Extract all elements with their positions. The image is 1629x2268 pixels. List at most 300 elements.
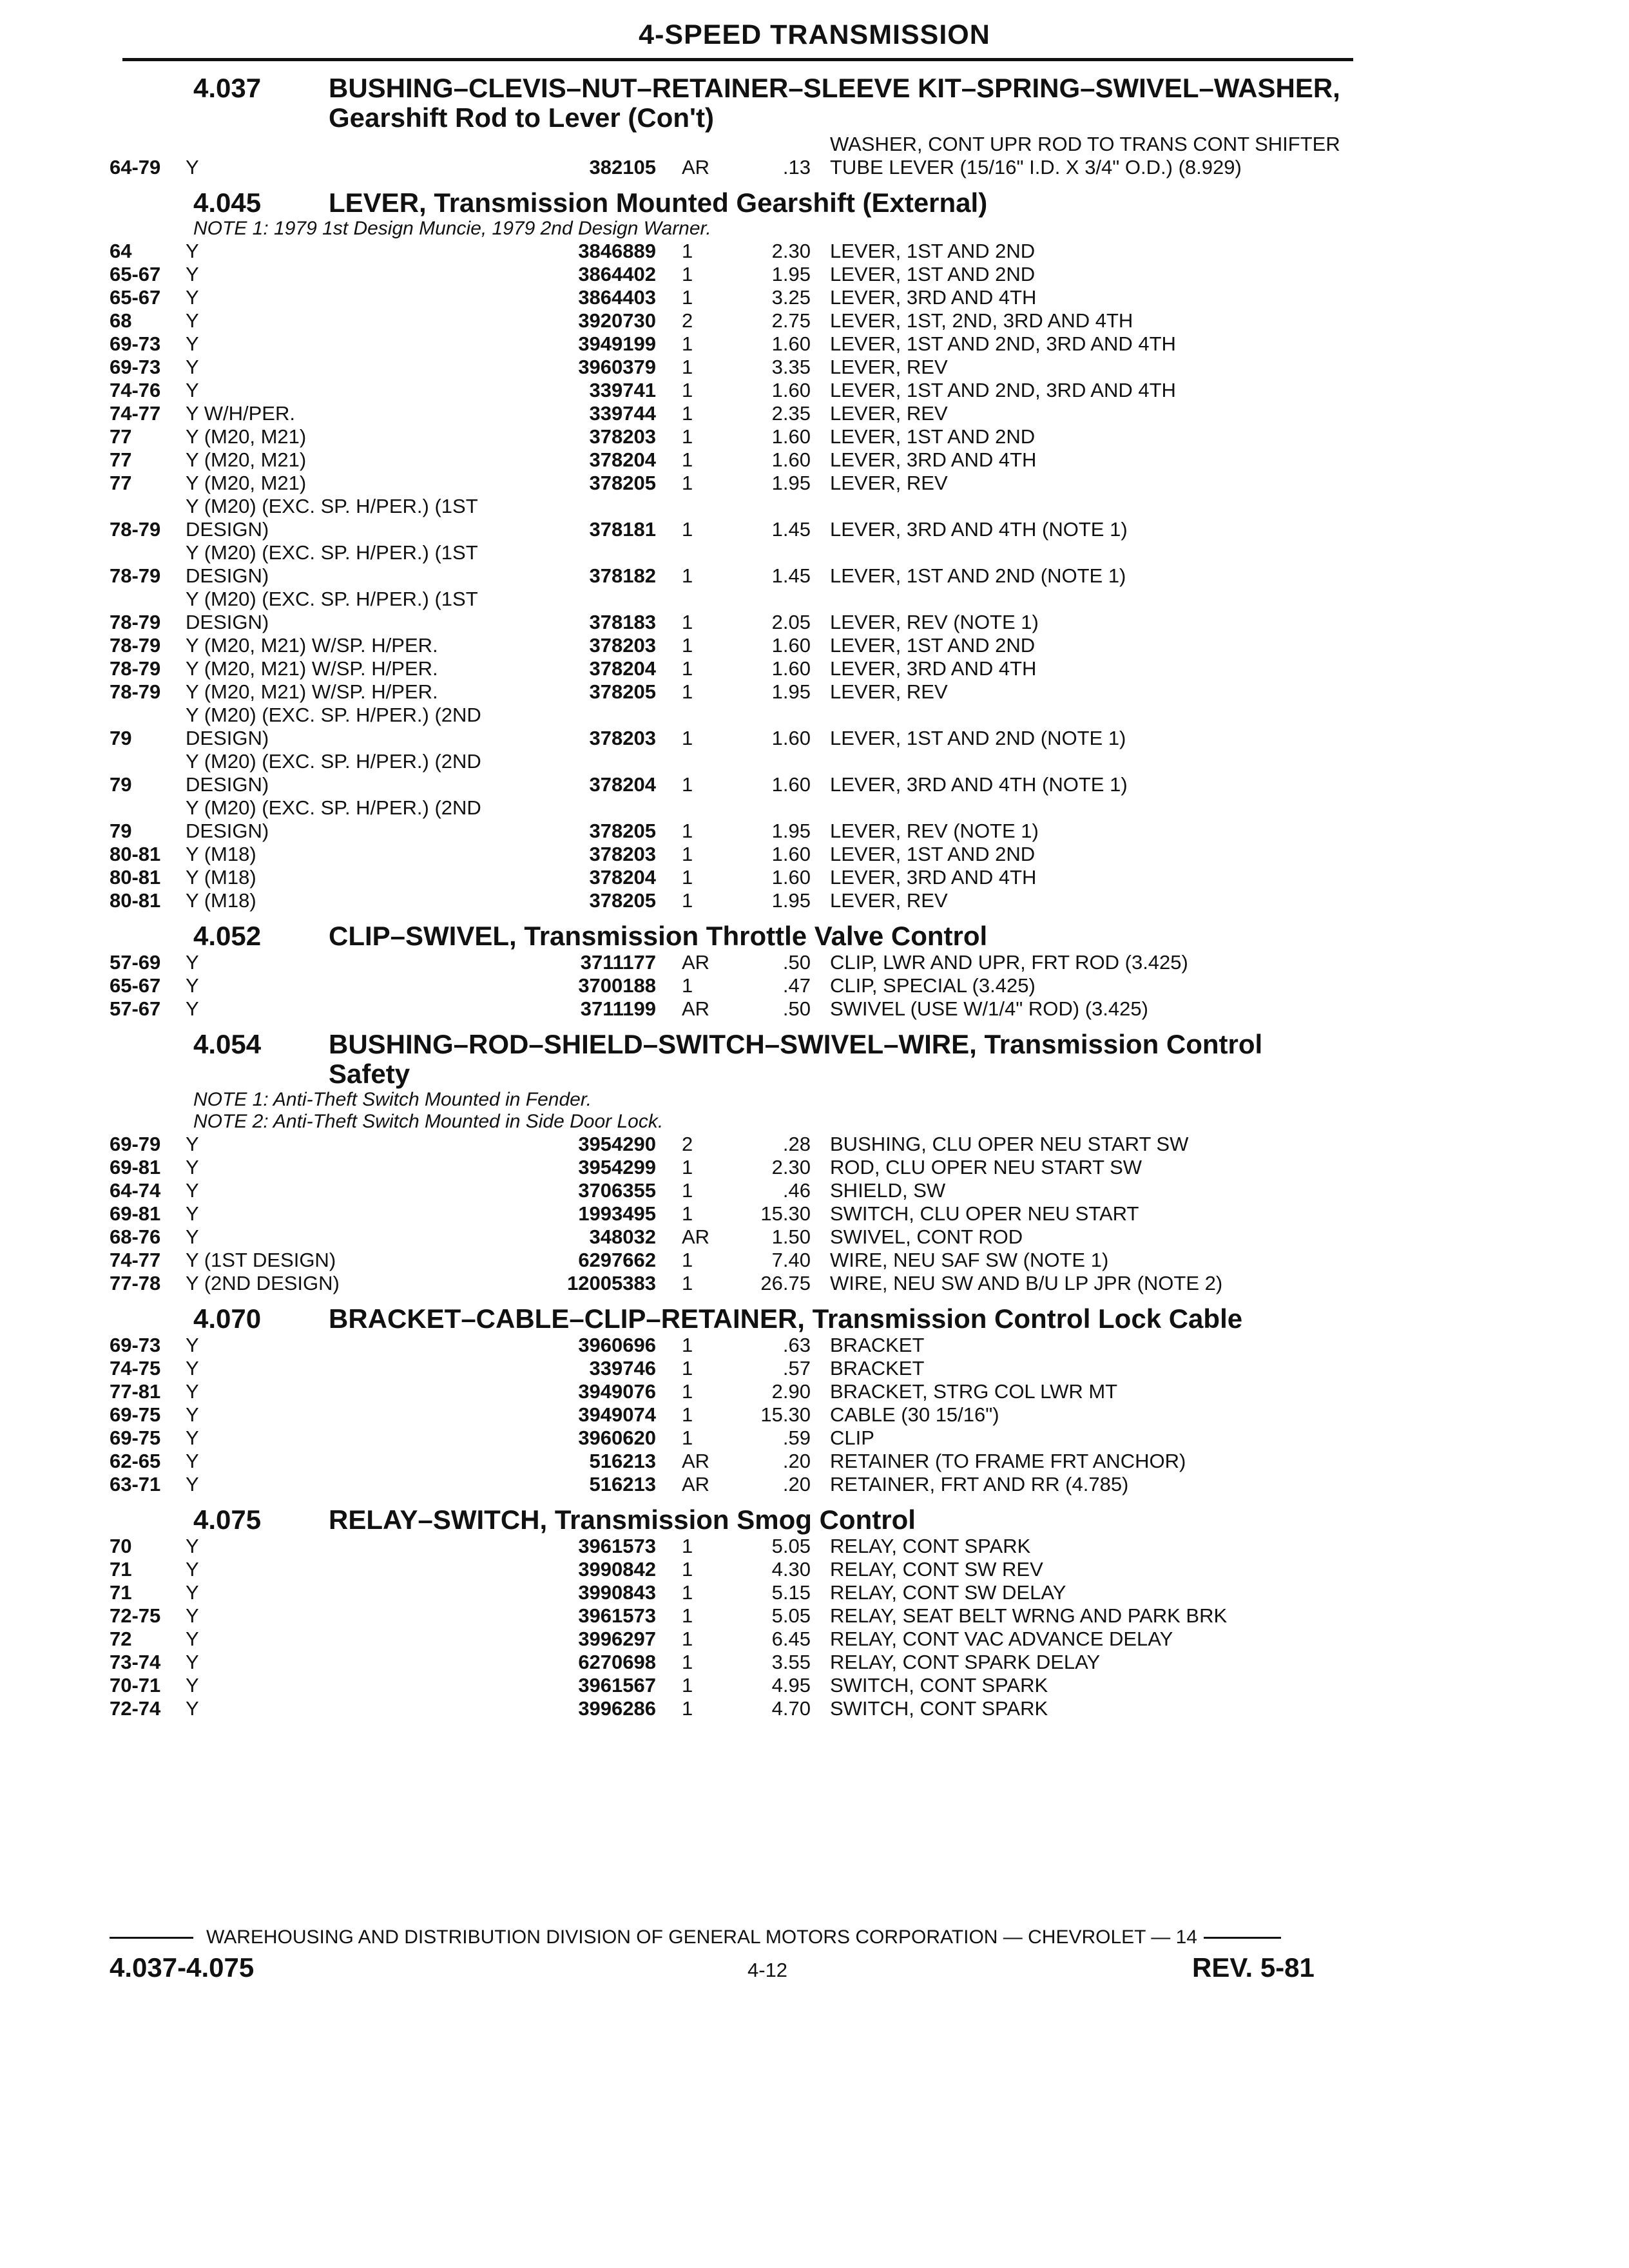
part-row xyxy=(110,1604,1347,1628)
part-row xyxy=(110,332,1347,356)
price: .57 xyxy=(782,1357,811,1379)
part-number: 378203 xyxy=(589,727,656,749)
part-number: 3949199 xyxy=(578,332,656,355)
application: Y xyxy=(186,974,199,997)
part-number: 378205 xyxy=(589,820,656,842)
footer-rule-left xyxy=(110,1937,193,1939)
price: 1.60 xyxy=(771,332,811,355)
model-years: 69-73 xyxy=(110,332,161,355)
part-row xyxy=(110,402,1347,425)
price: 2.35 xyxy=(771,402,811,425)
application: Y xyxy=(186,1179,199,1202)
price: 1.60 xyxy=(771,866,811,889)
part-row xyxy=(110,309,1347,332)
section-heading xyxy=(110,1030,1347,1089)
application: Y (M20) (EXC. SP. H/PER.) (2ND DESIGN) xyxy=(186,796,481,842)
page-header: 4-SPEED TRANSMISSION xyxy=(639,19,990,50)
price: 1.60 xyxy=(771,727,811,749)
quantity: AR xyxy=(682,951,710,974)
model-years: 74-76 xyxy=(110,379,161,401)
description: SHIELD, SW xyxy=(830,1179,946,1202)
application: Y xyxy=(186,309,199,332)
footer-division-line xyxy=(110,1927,1334,1948)
application: Y (M20) (EXC. SP. H/PER.) (1ST DESIGN) xyxy=(186,541,478,587)
part-number: 339741 xyxy=(589,379,656,401)
part-number: 3949076 xyxy=(578,1380,656,1403)
description: ROD, CLU OPER NEU START SW xyxy=(830,1156,1142,1178)
footer-revision: REV. 5-81 xyxy=(1192,1952,1315,1983)
description: LEVER, 3RD AND 4TH xyxy=(830,657,1037,680)
part-row xyxy=(110,356,1347,379)
application: Y xyxy=(186,1604,199,1627)
model-years: 71 xyxy=(110,1558,132,1581)
part-row xyxy=(110,1628,1347,1651)
price: .20 xyxy=(782,1450,811,1472)
section-note: NOTE 1: 1979 1st Design Muncie, 1979 2nd Design Warner. xyxy=(193,218,711,239)
part-row xyxy=(110,425,1347,448)
section-title: LEVER, Transmission Mounted Gearshift (External) xyxy=(329,187,988,218)
model-years: 65-67 xyxy=(110,974,161,997)
price: 2.05 xyxy=(771,611,811,633)
part-row xyxy=(110,1581,1347,1604)
part-row xyxy=(110,286,1347,309)
price: 2.75 xyxy=(771,309,811,332)
application: Y xyxy=(186,1697,199,1720)
description: SWIVEL (USE W/1/4" ROD) (3.425) xyxy=(830,997,1148,1020)
model-years: 69-81 xyxy=(110,1156,161,1178)
quantity: 1 xyxy=(682,1535,693,1557)
model-years: 74-77 xyxy=(110,402,161,425)
quantity: 1 xyxy=(682,356,693,378)
section-title: RELAY–SWITCH, Transmission Smog Control xyxy=(329,1504,916,1535)
description: LEVER, REV xyxy=(830,680,948,703)
section-title: CLIP–SWIVEL, Transmission Throttle Valve Control xyxy=(329,921,988,951)
description: WASHER, CONT UPR ROD TO TRANS CONT SHIFTER TUBE LEVER (15/16" I.D. X 3/4" O.D.) (8.929) xyxy=(830,133,1340,178)
section-number: 4.045 xyxy=(193,187,262,218)
price: 1.50 xyxy=(771,1225,811,1248)
price: .20 xyxy=(782,1473,811,1495)
application: Y xyxy=(186,1581,199,1604)
model-years: 80-81 xyxy=(110,866,161,889)
part-number: 6270698 xyxy=(578,1651,656,1673)
application: Y (M20) (EXC. SP. H/PER.) (1ST DESIGN) xyxy=(186,495,478,541)
price: 1.60 xyxy=(771,843,811,865)
application: Y xyxy=(186,1133,199,1155)
part-row xyxy=(110,680,1347,704)
description: LEVER, 1ST, 2ND, 3RD AND 4TH xyxy=(830,309,1133,332)
section-note: NOTE 2: Anti-Theft Switch Mounted in Side Door Lock. xyxy=(193,1111,664,1132)
price: 2.30 xyxy=(771,240,811,262)
price: 2.90 xyxy=(771,1380,811,1403)
footer-page-number: 4-12 xyxy=(747,1959,788,1981)
quantity: AR xyxy=(682,997,710,1020)
section-note: NOTE 1: Anti-Theft Switch Mounted in Fender. xyxy=(193,1089,592,1110)
quantity: 2 xyxy=(682,309,693,332)
price: .47 xyxy=(782,974,811,997)
model-years: 72 xyxy=(110,1628,132,1650)
model-years: 65-67 xyxy=(110,286,161,309)
part-row xyxy=(110,379,1347,402)
application: Y xyxy=(186,1558,199,1581)
application: Y (M20) (EXC. SP. H/PER.) (1ST DESIGN) xyxy=(186,588,478,633)
application: Y xyxy=(186,1156,199,1178)
quantity: 1 xyxy=(682,1272,693,1294)
quantity: 1 xyxy=(682,1628,693,1650)
part-number: 348032 xyxy=(589,1225,656,1248)
parts-listing xyxy=(110,64,1347,1720)
part-number: 339746 xyxy=(589,1357,656,1379)
price: 6.45 xyxy=(771,1628,811,1650)
price: 2.30 xyxy=(771,1156,811,1178)
price: 1.95 xyxy=(771,472,811,494)
description: RELAY, CONT SW REV xyxy=(830,1558,1043,1581)
application: Y xyxy=(186,1473,199,1495)
quantity: 1 xyxy=(682,1156,693,1178)
quantity: 1 xyxy=(682,1380,693,1403)
part-row xyxy=(110,997,1347,1021)
application: Y (M20, M21) W/SP. H/PER. xyxy=(186,680,438,703)
section-number: 4.070 xyxy=(193,1303,262,1334)
footer-section-range: 4.037-4.075 xyxy=(110,1952,255,1983)
part-row xyxy=(110,1202,1347,1225)
quantity: 1 xyxy=(682,518,693,541)
description: LEVER, 1ST AND 2ND (NOTE 1) xyxy=(830,564,1126,587)
part-number: 3996297 xyxy=(578,1628,656,1650)
price: 1.95 xyxy=(771,820,811,842)
application: Y xyxy=(186,286,199,309)
application: Y (M20, M21) xyxy=(186,472,307,494)
model-years: 74-75 xyxy=(110,1357,161,1379)
quantity: 1 xyxy=(682,680,693,703)
application: Y xyxy=(186,1427,199,1449)
part-row xyxy=(110,1427,1347,1450)
quantity: 1 xyxy=(682,1202,693,1225)
model-years: 63-71 xyxy=(110,1473,161,1495)
description: SWIVEL, CONT ROD xyxy=(830,1225,1023,1248)
model-years: 72-74 xyxy=(110,1697,161,1720)
quantity: 1 xyxy=(682,1179,693,1202)
model-years: 64-74 xyxy=(110,1179,161,1202)
part-row xyxy=(110,1133,1347,1156)
quantity: 1 xyxy=(682,286,693,309)
quantity: 1 xyxy=(682,1357,693,1379)
description: LEVER, REV xyxy=(830,472,948,494)
quantity: 1 xyxy=(682,1403,693,1426)
quantity: 1 xyxy=(682,425,693,448)
quantity: 2 xyxy=(682,1133,693,1155)
price: 3.55 xyxy=(771,1651,811,1673)
description: LEVER, 3RD AND 4TH xyxy=(830,448,1037,471)
part-row xyxy=(110,657,1347,680)
price: .46 xyxy=(782,1179,811,1202)
part-number: 3960379 xyxy=(578,356,656,378)
part-row xyxy=(110,1697,1347,1720)
application: Y W/H/PER. xyxy=(186,402,295,425)
model-years: 78-79 xyxy=(110,634,161,657)
part-number: 6297662 xyxy=(578,1249,656,1271)
description: LEVER, 1ST AND 2ND, 3RD AND 4TH xyxy=(830,379,1176,401)
quantity: 1 xyxy=(682,974,693,997)
price: 1.45 xyxy=(771,564,811,587)
description: LEVER, 3RD AND 4TH (NOTE 1) xyxy=(830,773,1128,796)
description: LEVER, 1ST AND 2ND xyxy=(830,843,1036,865)
description: LEVER, 3RD AND 4TH (NOTE 1) xyxy=(830,518,1128,541)
price: 5.05 xyxy=(771,1535,811,1557)
section-number: 4.054 xyxy=(193,1029,262,1059)
quantity: 1 xyxy=(682,611,693,633)
part-row xyxy=(110,541,1347,588)
price: .50 xyxy=(782,951,811,974)
part-row xyxy=(110,1380,1347,1403)
price: 1.45 xyxy=(771,518,811,541)
part-row xyxy=(110,588,1347,634)
section-heading xyxy=(110,1505,1347,1535)
application: Y (M20, M21) W/SP. H/PER. xyxy=(186,634,438,657)
section-heading xyxy=(110,188,1347,218)
quantity: 1 xyxy=(682,402,693,425)
part-number: 3954299 xyxy=(578,1156,656,1178)
model-years: 77 xyxy=(110,472,132,494)
footer-rule-right xyxy=(1204,1937,1281,1939)
part-row xyxy=(110,866,1347,889)
model-years: 69-81 xyxy=(110,1202,161,1225)
part-number: 1993495 xyxy=(578,1202,656,1225)
application: Y xyxy=(186,997,199,1020)
quantity: AR xyxy=(682,1225,710,1248)
part-number: 339744 xyxy=(589,402,656,425)
quantity: 1 xyxy=(682,1581,693,1604)
part-row xyxy=(110,1156,1347,1179)
price: 4.70 xyxy=(771,1697,811,1720)
quantity: 1 xyxy=(682,263,693,285)
section-title: BRACKET–CABLE–CLIP–RETAINER, Transmission Control Lock Cable xyxy=(329,1303,1243,1334)
description: LEVER, 3RD AND 4TH xyxy=(830,866,1037,889)
model-years: 79 xyxy=(110,727,132,749)
part-number: 3990842 xyxy=(578,1558,656,1581)
part-number: 12005383 xyxy=(567,1272,656,1294)
application: Y xyxy=(186,1334,199,1356)
application: Y xyxy=(186,1225,199,1248)
part-row xyxy=(110,1249,1347,1272)
model-years: 77 xyxy=(110,448,132,471)
description: CLIP, SPECIAL (3.425) xyxy=(830,974,1036,997)
part-number: 382105 xyxy=(589,156,656,178)
model-years: 77 xyxy=(110,425,132,448)
model-years: 71 xyxy=(110,1581,132,1604)
quantity: 1 xyxy=(682,1427,693,1449)
model-years: 79 xyxy=(110,773,132,796)
model-years: 78-79 xyxy=(110,611,161,633)
part-number: 3990843 xyxy=(578,1581,656,1604)
part-number: 3961573 xyxy=(578,1535,656,1557)
application: Y xyxy=(186,1674,199,1696)
part-number: 3960620 xyxy=(578,1427,656,1449)
part-row xyxy=(110,1535,1347,1558)
part-number: 3700188 xyxy=(578,974,656,997)
application: Y xyxy=(186,1628,199,1650)
part-row xyxy=(110,1225,1347,1249)
description: LEVER, 1ST AND 2ND xyxy=(830,240,1036,262)
part-number: 516213 xyxy=(589,1473,656,1495)
part-number: 378183 xyxy=(589,611,656,633)
section-heading xyxy=(110,1304,1347,1334)
part-number: 378203 xyxy=(589,843,656,865)
model-years: 57-69 xyxy=(110,951,161,974)
price: 3.25 xyxy=(771,286,811,309)
part-number: 3864402 xyxy=(578,263,656,285)
quantity: 1 xyxy=(682,727,693,749)
application: Y (M18) xyxy=(186,866,256,889)
catalog-section xyxy=(110,921,1347,1021)
description: RELAY, CONT SPARK xyxy=(830,1535,1031,1557)
part-number: 378204 xyxy=(589,448,656,471)
quantity: 1 xyxy=(682,472,693,494)
model-years: 72-75 xyxy=(110,1604,161,1627)
price: .28 xyxy=(782,1133,811,1155)
description: RELAY, SEAT BELT WRNG AND PARK BRK xyxy=(830,1604,1228,1627)
quantity: 1 xyxy=(682,634,693,657)
model-years: 70-71 xyxy=(110,1674,161,1696)
description: LEVER, 1ST AND 2ND xyxy=(830,425,1036,448)
part-row xyxy=(110,1651,1347,1674)
description: RELAY, CONT SPARK DELAY xyxy=(830,1651,1101,1673)
application: Y xyxy=(186,1202,199,1225)
part-row xyxy=(110,133,1347,179)
quantity: 1 xyxy=(682,564,693,587)
price: .63 xyxy=(782,1334,811,1356)
application: Y (M20) (EXC. SP. H/PER.) (2ND DESIGN) xyxy=(186,750,481,796)
section-heading xyxy=(110,73,1347,133)
application: Y (M20, M21) xyxy=(186,448,307,471)
quantity: 1 xyxy=(682,1651,693,1673)
description: RELAY, CONT VAC ADVANCE DELAY xyxy=(830,1628,1173,1650)
quantity: 1 xyxy=(682,1604,693,1627)
description: WIRE, NEU SW AND B/U LP JPR (NOTE 2) xyxy=(830,1272,1223,1294)
part-row xyxy=(110,889,1347,912)
part-row xyxy=(110,951,1347,974)
application: Y xyxy=(186,356,199,378)
header-rule xyxy=(122,58,1353,61)
model-years: 80-81 xyxy=(110,843,161,865)
application: Y xyxy=(186,1450,199,1472)
part-row xyxy=(110,1403,1347,1427)
application: Y xyxy=(186,1380,199,1403)
price: 1.95 xyxy=(771,680,811,703)
quantity: 1 xyxy=(682,773,693,796)
description: LEVER, 1ST AND 2ND (NOTE 1) xyxy=(830,727,1126,749)
price: 1.60 xyxy=(771,448,811,471)
part-row xyxy=(110,796,1347,843)
description: RETAINER, FRT AND RR (4.785) xyxy=(830,1473,1129,1495)
part-number: 3846889 xyxy=(578,240,656,262)
application: Y (M20, M21) W/SP. H/PER. xyxy=(186,657,438,680)
part-row xyxy=(110,704,1347,750)
price: 1.95 xyxy=(771,889,811,912)
quantity: AR xyxy=(682,156,710,178)
description: BRACKET xyxy=(830,1334,925,1356)
catalog-section xyxy=(110,188,1347,912)
quantity: 1 xyxy=(682,1697,693,1720)
quantity: 1 xyxy=(682,889,693,912)
description: RETAINER (TO FRAME FRT ANCHOR) xyxy=(830,1450,1186,1472)
price: 1.60 xyxy=(771,379,811,401)
description: SWITCH, CLU OPER NEU START xyxy=(830,1202,1139,1225)
application: Y xyxy=(186,1535,199,1557)
description: BUSHING, CLU OPER NEU START SW xyxy=(830,1133,1189,1155)
description: LEVER, 3RD AND 4TH xyxy=(830,286,1037,309)
model-years: 65-67 xyxy=(110,263,161,285)
application: Y xyxy=(186,332,199,355)
part-row xyxy=(110,1357,1347,1380)
part-number: 378203 xyxy=(589,634,656,657)
quantity: 1 xyxy=(682,1334,693,1356)
section-number: 4.052 xyxy=(193,921,262,951)
price: 1.60 xyxy=(771,634,811,657)
quantity: 1 xyxy=(682,1249,693,1271)
part-number: 3949074 xyxy=(578,1403,656,1426)
price: 1.60 xyxy=(771,773,811,796)
part-number: 378205 xyxy=(589,889,656,912)
application: Y xyxy=(186,1357,199,1379)
part-number: 378182 xyxy=(589,564,656,587)
part-row xyxy=(110,1334,1347,1357)
application: Y (M18) xyxy=(186,843,256,865)
part-number: 3996286 xyxy=(578,1697,656,1720)
part-row xyxy=(110,843,1347,866)
description: LEVER, REV (NOTE 1) xyxy=(830,611,1039,633)
quantity: 1 xyxy=(682,240,693,262)
model-years: 64 xyxy=(110,240,132,262)
price: 4.95 xyxy=(771,1674,811,1696)
model-years: 79 xyxy=(110,820,132,842)
part-row xyxy=(110,1450,1347,1473)
model-years: 78-79 xyxy=(110,564,161,587)
price: 5.15 xyxy=(771,1581,811,1604)
part-row xyxy=(110,1558,1347,1581)
description: LEVER, REV (NOTE 1) xyxy=(830,820,1039,842)
price: 5.05 xyxy=(771,1604,811,1627)
quantity: 1 xyxy=(682,843,693,865)
model-years: 68-76 xyxy=(110,1225,161,1248)
model-years: 69-73 xyxy=(110,356,161,378)
catalog-section xyxy=(110,73,1347,179)
model-years: 74-77 xyxy=(110,1249,161,1271)
quantity: AR xyxy=(682,1450,710,1472)
part-number: 3954290 xyxy=(578,1133,656,1155)
application: Y (2ND DESIGN) xyxy=(186,1272,340,1294)
application: Y (1ST DESIGN) xyxy=(186,1249,336,1271)
description: SWITCH, CONT SPARK xyxy=(830,1697,1048,1720)
part-row xyxy=(110,448,1347,472)
quantity: AR xyxy=(682,1473,710,1495)
part-number: 378205 xyxy=(589,472,656,494)
model-years: 78-79 xyxy=(110,680,161,703)
price: 3.35 xyxy=(771,356,811,378)
application: Y (M20) (EXC. SP. H/PER.) (2ND DESIGN) xyxy=(186,704,481,749)
part-number: 378204 xyxy=(589,657,656,680)
quantity: 1 xyxy=(682,379,693,401)
model-years: 77-81 xyxy=(110,1380,161,1403)
part-number: 3961567 xyxy=(578,1674,656,1696)
quantity: 1 xyxy=(682,657,693,680)
application: Y xyxy=(186,951,199,974)
model-years: 69-75 xyxy=(110,1403,161,1426)
quantity: 1 xyxy=(682,1674,693,1696)
description: CLIP xyxy=(830,1427,874,1449)
model-years: 57-67 xyxy=(110,997,161,1020)
part-number: 3961573 xyxy=(578,1604,656,1627)
part-number: 3864403 xyxy=(578,286,656,309)
